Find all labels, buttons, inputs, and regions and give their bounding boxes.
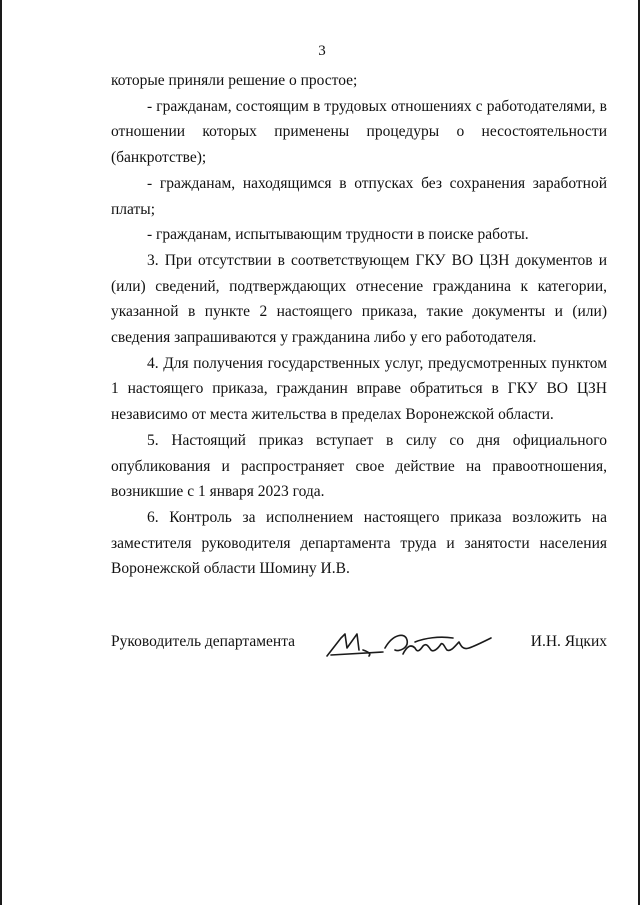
clause-4: 4. Для получения государственных услуг, предусмотренных пунктом 1 настоящего приказа, гражданин вправе обратиться в ГКУ ВО ЦЗН независимо от места жительства в пределах Воронежской области. (111, 354, 607, 424)
signatory-title: Руководитель департамента (111, 633, 296, 650)
signatory-name: И.Н. Яцких (530, 633, 607, 650)
paragraph-continuation: которые приняли решение о простое; (111, 72, 358, 89)
list-item-job-search: - гражданам, испытывающим трудности в поиске работы. (147, 226, 529, 244)
handwritten-signature (323, 628, 498, 662)
list-item-unpaid-leave: - гражданам, находящимся в отпусках без сохранения заработной платы; (111, 174, 607, 218)
list-item-bankruptcy: - гражданам, состоящим в трудовых отношениях с работодателями, в отношении которых применены процедуры о несостоятельности (банкротстве); (111, 97, 607, 167)
clause-6: 6. Контроль за исполнением настоящего приказа возложить на заместителя руководителя департамента труда и занятости населения Воронежской области Шомину И.В. (111, 508, 607, 578)
signature-block (111, 628, 607, 668)
clause-3: 3. При отсутствии в соответствующем ГКУ ВО ЦЗН документов и (или) сведений, подтверждающих отнесение гражданина к категории, указанной в пункте 2 настоящего приказа, такие документы и (или) сведения запрашиваются у гражданина либо у его работодателя. (111, 251, 607, 347)
document-body (111, 68, 607, 582)
clause-5: 5. Настоящий приказ вступает в силу со дня официального опубликования и распространяет свое действие на правоотношения, возникшие с 1 января 2023 года. (111, 431, 607, 501)
page-number: 3 (318, 43, 326, 59)
